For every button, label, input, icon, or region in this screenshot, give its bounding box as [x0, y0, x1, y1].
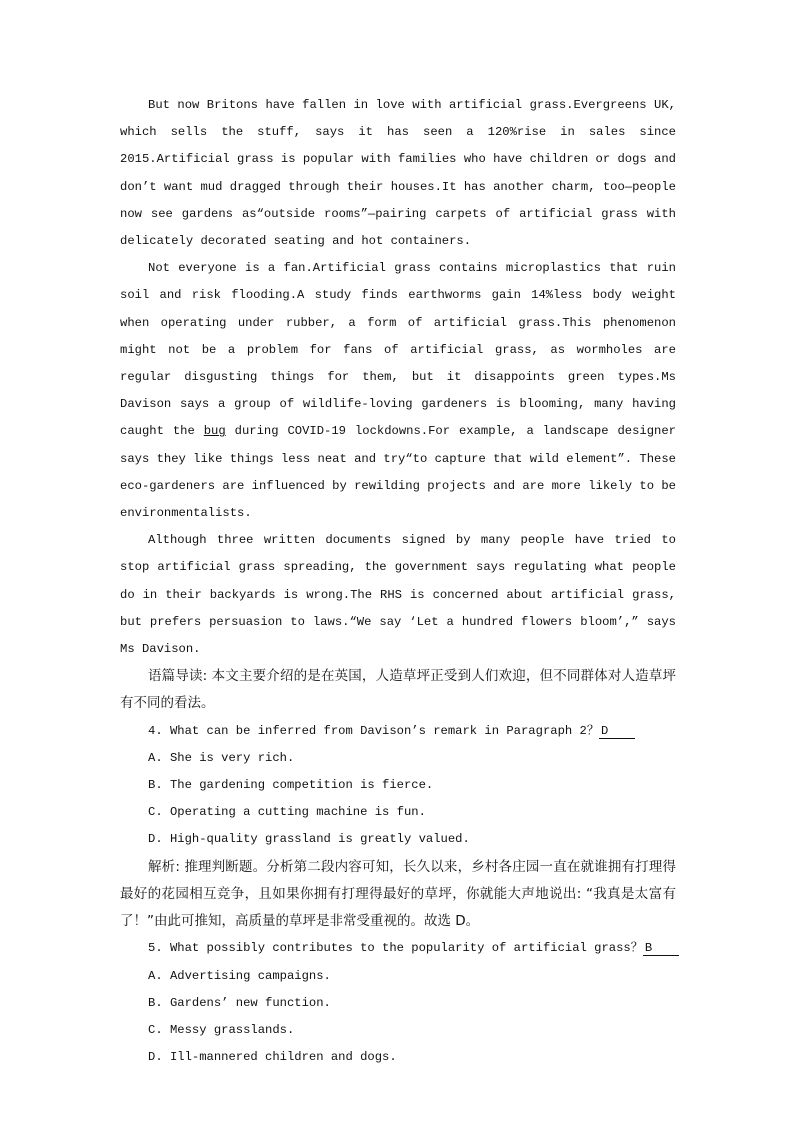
- question-5-option-d: D. Ill-mannered children and dogs.: [148, 1050, 397, 1065]
- question-4-analysis: 解析: 推理判断题。分析第二段内容可知，长久以来，乡村各庄园一直在就谁拥有打理得最好的花园相互竞争，且如果你拥有打理得最好的草坪，你就能大声地说出: “我真是太富有了！”由此可推知，高质量的草坪是非常受重视的。故选 D。: [120, 858, 676, 930]
- passage-paragraph-1: But now Britons have fallen in love with artificial grass.Evergreens UK, which sells the stuff, says it has seen a 120%rise in sales since 2015.Artificial grass is popular with families who have children or dogs and don’t want mud dragged through their houses.It has another charm, too—people now see gardens as“outside rooms”—pairing carpets of artificial grass with delicately decorated seating and hot containers.: [120, 98, 676, 249]
- question-5-text: 5. What possibly contributes to the popularity of artificial grass？: [148, 941, 643, 956]
- question-4-stem: [120, 718, 676, 745]
- question-4-option-c: C. Operating a cutting machine is fun.: [148, 805, 426, 820]
- passage-paragraph-2-text-b: during COVID-19 lockdowns.For example, a landscape designer says they like things less neat and try“to capture that wild element”. These eco-gardeners are influenced by rewilding projects and are more likely to be environmentalists.: [120, 424, 676, 521]
- passage-paragraph-3: Although three written documents signed by many people have tried to stop artificial grass spreading, the government says regulating what people do in their backyards is wrong.The RHS is concerned about artificial grass, but prefers persuasion to laws.“We say ‘Let a hundred flowers bloom’,” says Ms Davison.: [120, 533, 676, 657]
- question-5-option-a: A. Advertising campaigns.: [148, 968, 331, 983]
- question-5-option-c: C. Messy grasslands.: [148, 1022, 295, 1037]
- question-5-answer: B: [643, 941, 679, 956]
- question-4-option-a: A. She is very rich.: [148, 750, 295, 765]
- passage-guide: 语篇导读: 本文主要介绍的是在英国，人造草坪正受到人们欢迎，但不同群体对人造草坪有不同的看法。: [120, 668, 676, 712]
- question-5-stem: [120, 935, 676, 962]
- document-page: [120, 92, 676, 1071]
- question-5-option-b: B. Gardens’ new function.: [148, 995, 331, 1010]
- question-4-option-d: D. High-quality grassland is greatly valued.: [148, 832, 470, 847]
- question-4-answer: D: [599, 724, 635, 739]
- passage-paragraph-2-text-a: Not everyone is a fan.Artificial grass contains microplastics that ruin soil and risk flooding.A study finds earthworms gain 14%less body weight when operating under rubber, a form of artificial grass.This phenomenon might not be a problem for fans of artificial grass, as wormholes are regular disgusting things for them, but it disappoints green types.Ms Davison says a group of wildlife-loving gardeners is blooming, many having caught the: [120, 261, 676, 439]
- passage-paragraph-2: [120, 255, 676, 527]
- underlined-word-bug: bug: [203, 424, 226, 439]
- question-4-option-b: B. The gardening competition is fierce.: [148, 778, 434, 793]
- question-4-text: 4. What can be inferred from Davison’s remark in Paragraph 2？: [148, 723, 600, 738]
